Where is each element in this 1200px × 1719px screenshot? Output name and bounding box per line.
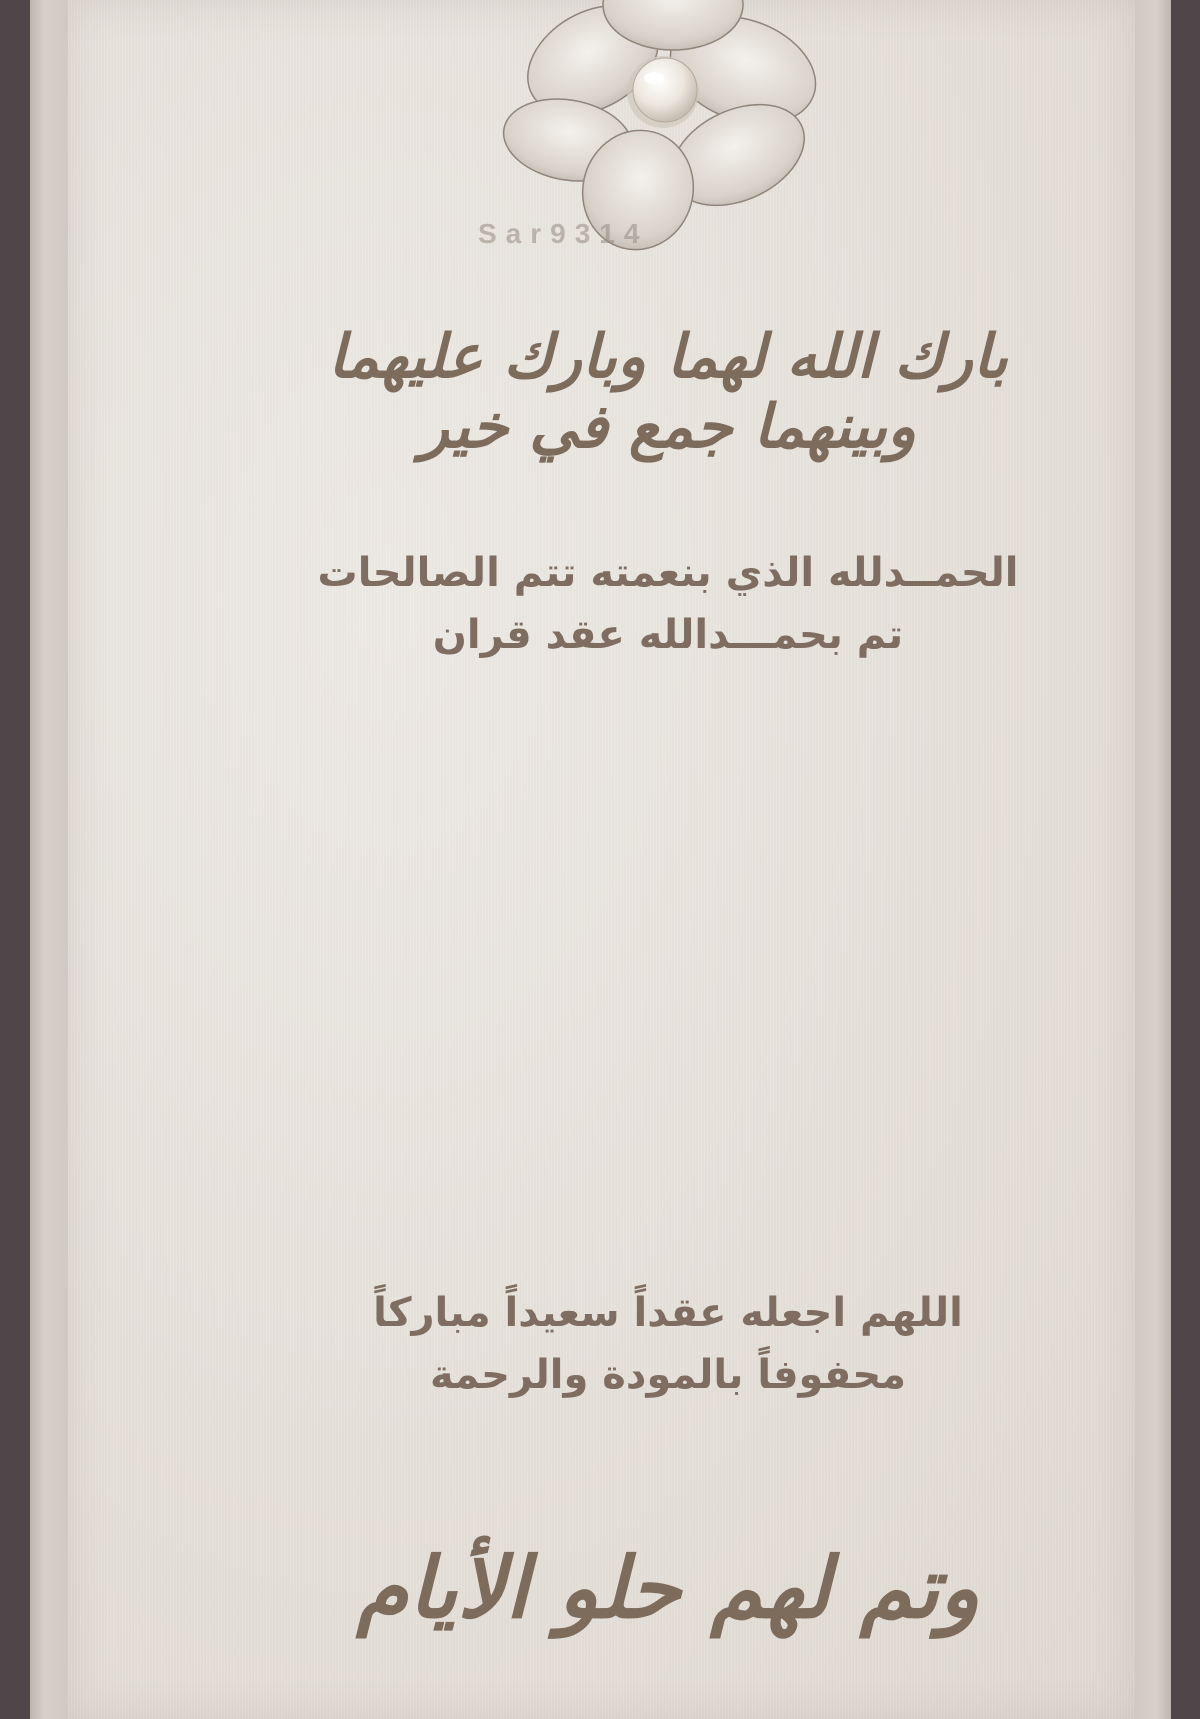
invitation-card [68, 0, 1135, 1719]
prayer-text [228, 1282, 1108, 1406]
top-calligraphy: بارك الله لهما وبارك عليهما وبينهما جمع في خير [328, 322, 1008, 462]
right-inner-border [1135, 0, 1171, 1719]
prayer-line-1: اللهم اجعله عقداً سعيداً مباركاً [373, 1290, 963, 1336]
greeting-line-1: الحمــدلله الذي بنعمته تتم الصالحات [317, 550, 1019, 596]
greeting-text [228, 542, 1108, 666]
greeting-line-2: تم بحمـــدالله عقد قران [432, 612, 904, 658]
prayer-line-2: محفوفاً بالمودة والرحمة [430, 1352, 906, 1398]
bottom-calligraphy: وتم لهم حلو الأيام [356, 1538, 980, 1637]
watermark: Sar9314 [478, 218, 649, 249]
left-inner-border [30, 0, 68, 1719]
